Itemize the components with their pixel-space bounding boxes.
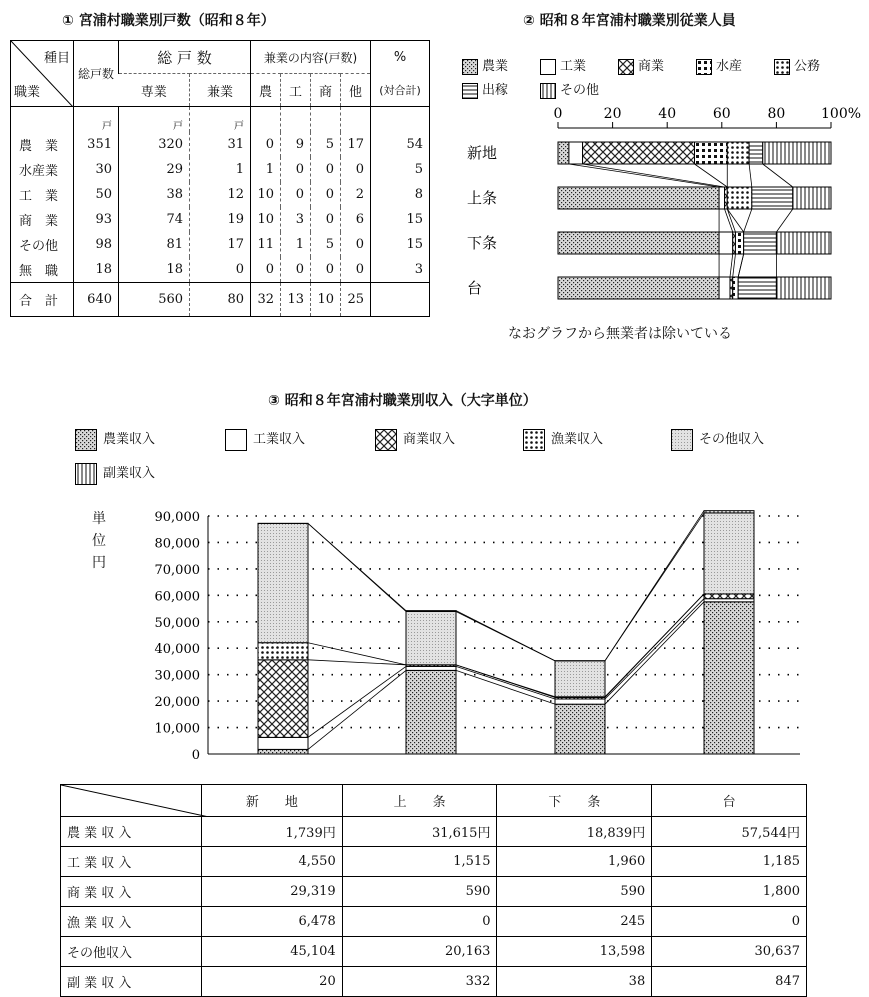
header-corner [11, 41, 74, 107]
legend-label: その他 [560, 83, 599, 98]
legend-swatch [696, 59, 712, 75]
cell-total: 18 [74, 257, 119, 283]
y-tick-label: 90,000 [155, 510, 201, 525]
legend-label: 農業 [482, 59, 508, 74]
header-taigokei: (対合計) [371, 74, 430, 107]
connector-line [730, 254, 733, 277]
legend-swatch [671, 429, 693, 451]
cell: 29,319 [202, 877, 343, 907]
table-row [61, 967, 807, 997]
connector-line [738, 254, 743, 277]
bar-segment [258, 660, 308, 738]
connector-line [744, 209, 752, 232]
connector-line [308, 523, 406, 610]
header-kengyo: 兼業 [190, 74, 251, 107]
legend-swatch [75, 429, 97, 451]
cell-total: 640 [74, 283, 119, 317]
cell: 6,478 [202, 907, 343, 937]
cell-sen: 560 [119, 283, 190, 317]
connector-line [605, 599, 704, 699]
y-unit-char: 円 [92, 552, 106, 574]
cell-total: 98 [74, 232, 119, 257]
category-label: 下条 [467, 234, 497, 252]
connector-line [605, 511, 704, 661]
bar-segment [727, 187, 752, 209]
row-label: 合 計 [11, 283, 74, 317]
legend-item [523, 428, 603, 451]
legend-item [75, 428, 155, 451]
cell: 18,839円 [497, 817, 652, 847]
connector-line [727, 209, 743, 232]
header-percent: % [371, 41, 430, 74]
bar-segment [583, 142, 695, 164]
bar-segment [733, 277, 738, 299]
cell: 38 [497, 967, 652, 997]
cell-ta: 0 [341, 157, 371, 182]
bar-segment [558, 187, 719, 209]
row-label: 副 業 収 入 [61, 967, 202, 997]
cell-ken: 0 [190, 257, 251, 283]
legend-item [540, 79, 599, 99]
header-sokosu-group: 総 戸 数 [119, 41, 251, 74]
chart3-title: ③ 昭和８年宮浦村職業別収入（大字単位） [268, 390, 537, 410]
table-row [61, 847, 807, 877]
household-table [10, 40, 430, 317]
cell-ta: 0 [341, 232, 371, 257]
bar-segment [258, 643, 308, 660]
cell-no: 0 [251, 132, 281, 157]
row-label: 農 業 [11, 132, 74, 157]
legend-swatch [375, 429, 397, 451]
bar-segment [555, 699, 605, 704]
connector-line [569, 164, 719, 187]
legend-label: 公務 [794, 59, 820, 74]
legend-label: 商業 [638, 59, 664, 74]
connector-line [583, 164, 725, 187]
y-unit-char: 単 [92, 508, 106, 530]
y-tick-label: 20,000 [155, 695, 201, 710]
cell: 1,739円 [202, 817, 343, 847]
header-ko: 工 [281, 74, 311, 107]
bar-segment [776, 277, 831, 299]
legend-swatch [225, 429, 247, 451]
cell-sen: 29 [119, 157, 190, 182]
legend-item [774, 55, 820, 75]
chart2-legend [462, 55, 862, 103]
cell: 13,598 [497, 937, 652, 967]
row-label: 水産業 [11, 157, 74, 182]
chart3-legend [75, 428, 865, 490]
bar-segment [406, 612, 456, 665]
x-tick-label: 80 [767, 106, 785, 122]
header-shubetsu: 種目 [44, 47, 70, 66]
bar-segment [258, 737, 308, 749]
chart3-svg [0, 500, 869, 765]
bar-segment [744, 232, 777, 254]
row-label: 商 業 [11, 207, 74, 232]
cell-no: 10 [251, 207, 281, 232]
cell-no: 10 [251, 182, 281, 207]
cell-sho: 0 [311, 157, 341, 182]
x-tick-label: 0 [554, 106, 563, 122]
y-tick-label: 70,000 [155, 563, 201, 578]
legend-label: その他収入 [699, 432, 764, 447]
corner-diagonal [61, 785, 209, 817]
bar-segment [763, 142, 831, 164]
x-tick-label: 100% [821, 106, 861, 122]
bar-segment [719, 232, 733, 254]
cell-sen: 74 [119, 207, 190, 232]
cell: 45,104 [202, 937, 343, 967]
bar-segment [406, 666, 456, 670]
cell-ta: 0 [341, 257, 371, 283]
unit-label: 戸 [190, 107, 251, 133]
cell: 1,185 [652, 847, 807, 877]
cell: 20,163 [342, 937, 497, 967]
bar-segment [752, 187, 793, 209]
legend-swatch [540, 59, 556, 75]
bar-segment [258, 749, 308, 754]
header-ta: 他 [341, 74, 371, 107]
legend-swatch [540, 83, 556, 99]
bar-segment [776, 232, 831, 254]
legend-label: 農業収入 [103, 432, 155, 447]
legend-item [618, 55, 664, 75]
cell-ken: 19 [190, 207, 251, 232]
legend-item [75, 462, 155, 485]
cell-ken: 17 [190, 232, 251, 257]
cell-ko: 1 [281, 232, 311, 257]
cell: 590 [497, 877, 652, 907]
legend-swatch [618, 59, 634, 75]
header-corner [61, 785, 202, 817]
legend-swatch [523, 429, 545, 451]
connector-line [308, 643, 406, 665]
bar-segment [704, 594, 754, 599]
cell-ta: 25 [341, 283, 371, 317]
legend-label: 商業収入 [403, 432, 455, 447]
bar-segment [719, 277, 730, 299]
bar-segment [704, 511, 754, 513]
cell-sen: 38 [119, 182, 190, 207]
cell: 0 [652, 907, 807, 937]
y-tick-label: 80,000 [155, 536, 201, 551]
table-row [61, 817, 807, 847]
cell-sho: 10 [311, 283, 341, 317]
cell: 1,515 [342, 847, 497, 877]
legend-label: 副業収入 [103, 466, 155, 481]
cell: 31,615円 [342, 817, 497, 847]
bar-segment [704, 513, 754, 594]
legend-label: 漁業収入 [551, 432, 603, 447]
chart2-svg [455, 100, 865, 310]
cell: 332 [342, 967, 497, 997]
connector-line [456, 670, 555, 704]
table-row [11, 157, 430, 182]
legend-item [375, 428, 455, 451]
cell-total: 93 [74, 207, 119, 232]
unit-label: 戸 [74, 107, 119, 133]
row-label: 工 業 [11, 182, 74, 207]
cell-sen: 18 [119, 257, 190, 283]
col-header: 台 [652, 785, 807, 817]
category-label: 上条 [467, 189, 497, 207]
bar-segment [558, 277, 719, 299]
cell-sen: 81 [119, 232, 190, 257]
col-header: 下 条 [497, 785, 652, 817]
connector-line [456, 611, 555, 661]
cell-no: 1 [251, 157, 281, 182]
legend-label: 工業収入 [253, 432, 305, 447]
table-row [11, 207, 430, 232]
table-row [61, 937, 807, 967]
col-header: 上 条 [342, 785, 497, 817]
cell-ko: 13 [281, 283, 311, 317]
legend-item [225, 428, 305, 451]
category-label: 新地 [467, 144, 497, 162]
legend-label: 出稼 [482, 83, 508, 98]
legend-swatch [462, 59, 478, 75]
cell-ken: 31 [190, 132, 251, 157]
table-row [11, 182, 430, 207]
connector-line [733, 254, 736, 277]
cell-ko: 0 [281, 257, 311, 283]
cell-sho: 5 [311, 132, 341, 157]
cell: 590 [342, 877, 497, 907]
cell-sho: 0 [311, 207, 341, 232]
cell-no: 32 [251, 283, 281, 317]
header-sengyo: 専業 [119, 74, 190, 107]
row-label: その他 [11, 232, 74, 257]
cell-no: 0 [251, 257, 281, 283]
table-row [11, 257, 430, 283]
cell-total: 351 [74, 132, 119, 157]
cell-pct [371, 283, 430, 317]
legend-item [462, 55, 508, 75]
connector-line [749, 164, 752, 187]
table-row [61, 907, 807, 937]
cell-no: 11 [251, 232, 281, 257]
cell-sho: 0 [311, 182, 341, 207]
legend-item [462, 79, 508, 99]
legend-swatch [774, 59, 790, 75]
cell-pct: 54 [371, 132, 430, 157]
connector-line [308, 670, 406, 749]
x-tick-label: 60 [713, 106, 731, 122]
cell: 57,544円 [652, 817, 807, 847]
y-tick-label: 50,000 [155, 616, 201, 631]
x-tick-label: 20 [604, 106, 622, 122]
row-label: その他収入 [61, 937, 202, 967]
bar-segment [704, 602, 754, 754]
bar-segment [555, 704, 605, 754]
header-sho: 商 [311, 74, 341, 107]
row-label: 商 業 収 入 [61, 877, 202, 907]
legend-item [696, 55, 742, 75]
cell: 30,637 [652, 937, 807, 967]
bar-segment [558, 142, 569, 164]
cell-ko: 3 [281, 207, 311, 232]
y-tick-label: 60,000 [155, 589, 201, 604]
cell-ko: 9 [281, 132, 311, 157]
cell-ken: 12 [190, 182, 251, 207]
cell-ken: 80 [190, 283, 251, 317]
cell: 1,960 [497, 847, 652, 877]
cell: 847 [652, 967, 807, 997]
bar-segment [749, 142, 763, 164]
table-row [11, 232, 430, 257]
cell-ta: 17 [341, 132, 371, 157]
cell-pct: 15 [371, 207, 430, 232]
header-shokugyo: 職業 [14, 81, 40, 100]
legend-item [671, 428, 764, 451]
x-tick-label: 40 [658, 106, 676, 122]
cell-pct: 8 [371, 182, 430, 207]
connector-line [308, 660, 406, 665]
income-table [60, 784, 807, 997]
cell: 4,550 [202, 847, 343, 877]
bar-segment [695, 142, 728, 164]
cell-sho: 5 [311, 232, 341, 257]
cell-pct: 15 [371, 232, 430, 257]
chart2-title: ② 昭和８年宮浦村職業別従業人員 [523, 10, 736, 30]
y-tick-label: 10,000 [155, 722, 201, 737]
bar-segment [406, 611, 456, 612]
y-tick-label: 0 [192, 748, 200, 763]
bar-segment [727, 142, 749, 164]
category-label: 台 [467, 279, 482, 297]
connector-line [695, 164, 728, 187]
total-row [11, 283, 430, 317]
bar-segment [258, 523, 308, 642]
legend-label: 工業 [560, 59, 586, 74]
legend-label: 水産 [716, 59, 742, 74]
bar-segment [738, 277, 776, 299]
y-tick-label: 40,000 [155, 642, 201, 657]
table-row [61, 877, 807, 907]
cell-ta: 6 [341, 207, 371, 232]
cell-ko: 0 [281, 182, 311, 207]
bar-segment [558, 232, 719, 254]
cell-ko: 0 [281, 157, 311, 182]
unit-label: 戸 [119, 107, 190, 133]
cell-ken: 1 [190, 157, 251, 182]
connector-line [763, 164, 793, 187]
table1-title: ① 宮浦村職業別戸数（昭和８年） [62, 10, 275, 30]
row-label: 工 業 収 入 [61, 847, 202, 877]
connector-line [605, 602, 704, 704]
cell-sho: 0 [311, 257, 341, 283]
col-header: 新 地 [202, 785, 343, 817]
connector-line [456, 666, 555, 699]
connector-line [605, 594, 704, 697]
y-unit-char: 位 [92, 530, 106, 552]
cell-ta: 2 [341, 182, 371, 207]
bar-segment [719, 187, 724, 209]
cell: 1,800 [652, 877, 807, 907]
cell-pct: 3 [371, 257, 430, 283]
cell: 245 [497, 907, 652, 937]
bar-segment [793, 187, 831, 209]
connector-line [456, 665, 555, 697]
cell-total: 30 [74, 157, 119, 182]
y-tick-label: 30,000 [155, 669, 201, 684]
cell: 20 [202, 967, 343, 997]
row-label: 漁 業 収 入 [61, 907, 202, 937]
bar-segment [735, 232, 743, 254]
header-no: 農 [251, 74, 281, 107]
bar-segment [555, 661, 605, 697]
row-label: 無 職 [11, 257, 74, 283]
chart2-note: なおグラフから無業者は除いている [508, 323, 732, 343]
header-sokosu: 総戸数 [74, 41, 119, 107]
cell-pct: 5 [371, 157, 430, 182]
legend-item [540, 55, 586, 75]
connector-line [776, 209, 792, 232]
legend-swatch [75, 463, 97, 485]
header-kengyo-naiyo: 兼業の内容(戸数) [251, 41, 371, 74]
cell: 0 [342, 907, 497, 937]
bar-segment [569, 142, 583, 164]
cell-total: 50 [74, 182, 119, 207]
cell-sen: 320 [119, 132, 190, 157]
legend-swatch [462, 83, 478, 99]
bar-segment [406, 670, 456, 754]
row-label: 農 業 収 入 [61, 817, 202, 847]
table-row [11, 132, 430, 157]
